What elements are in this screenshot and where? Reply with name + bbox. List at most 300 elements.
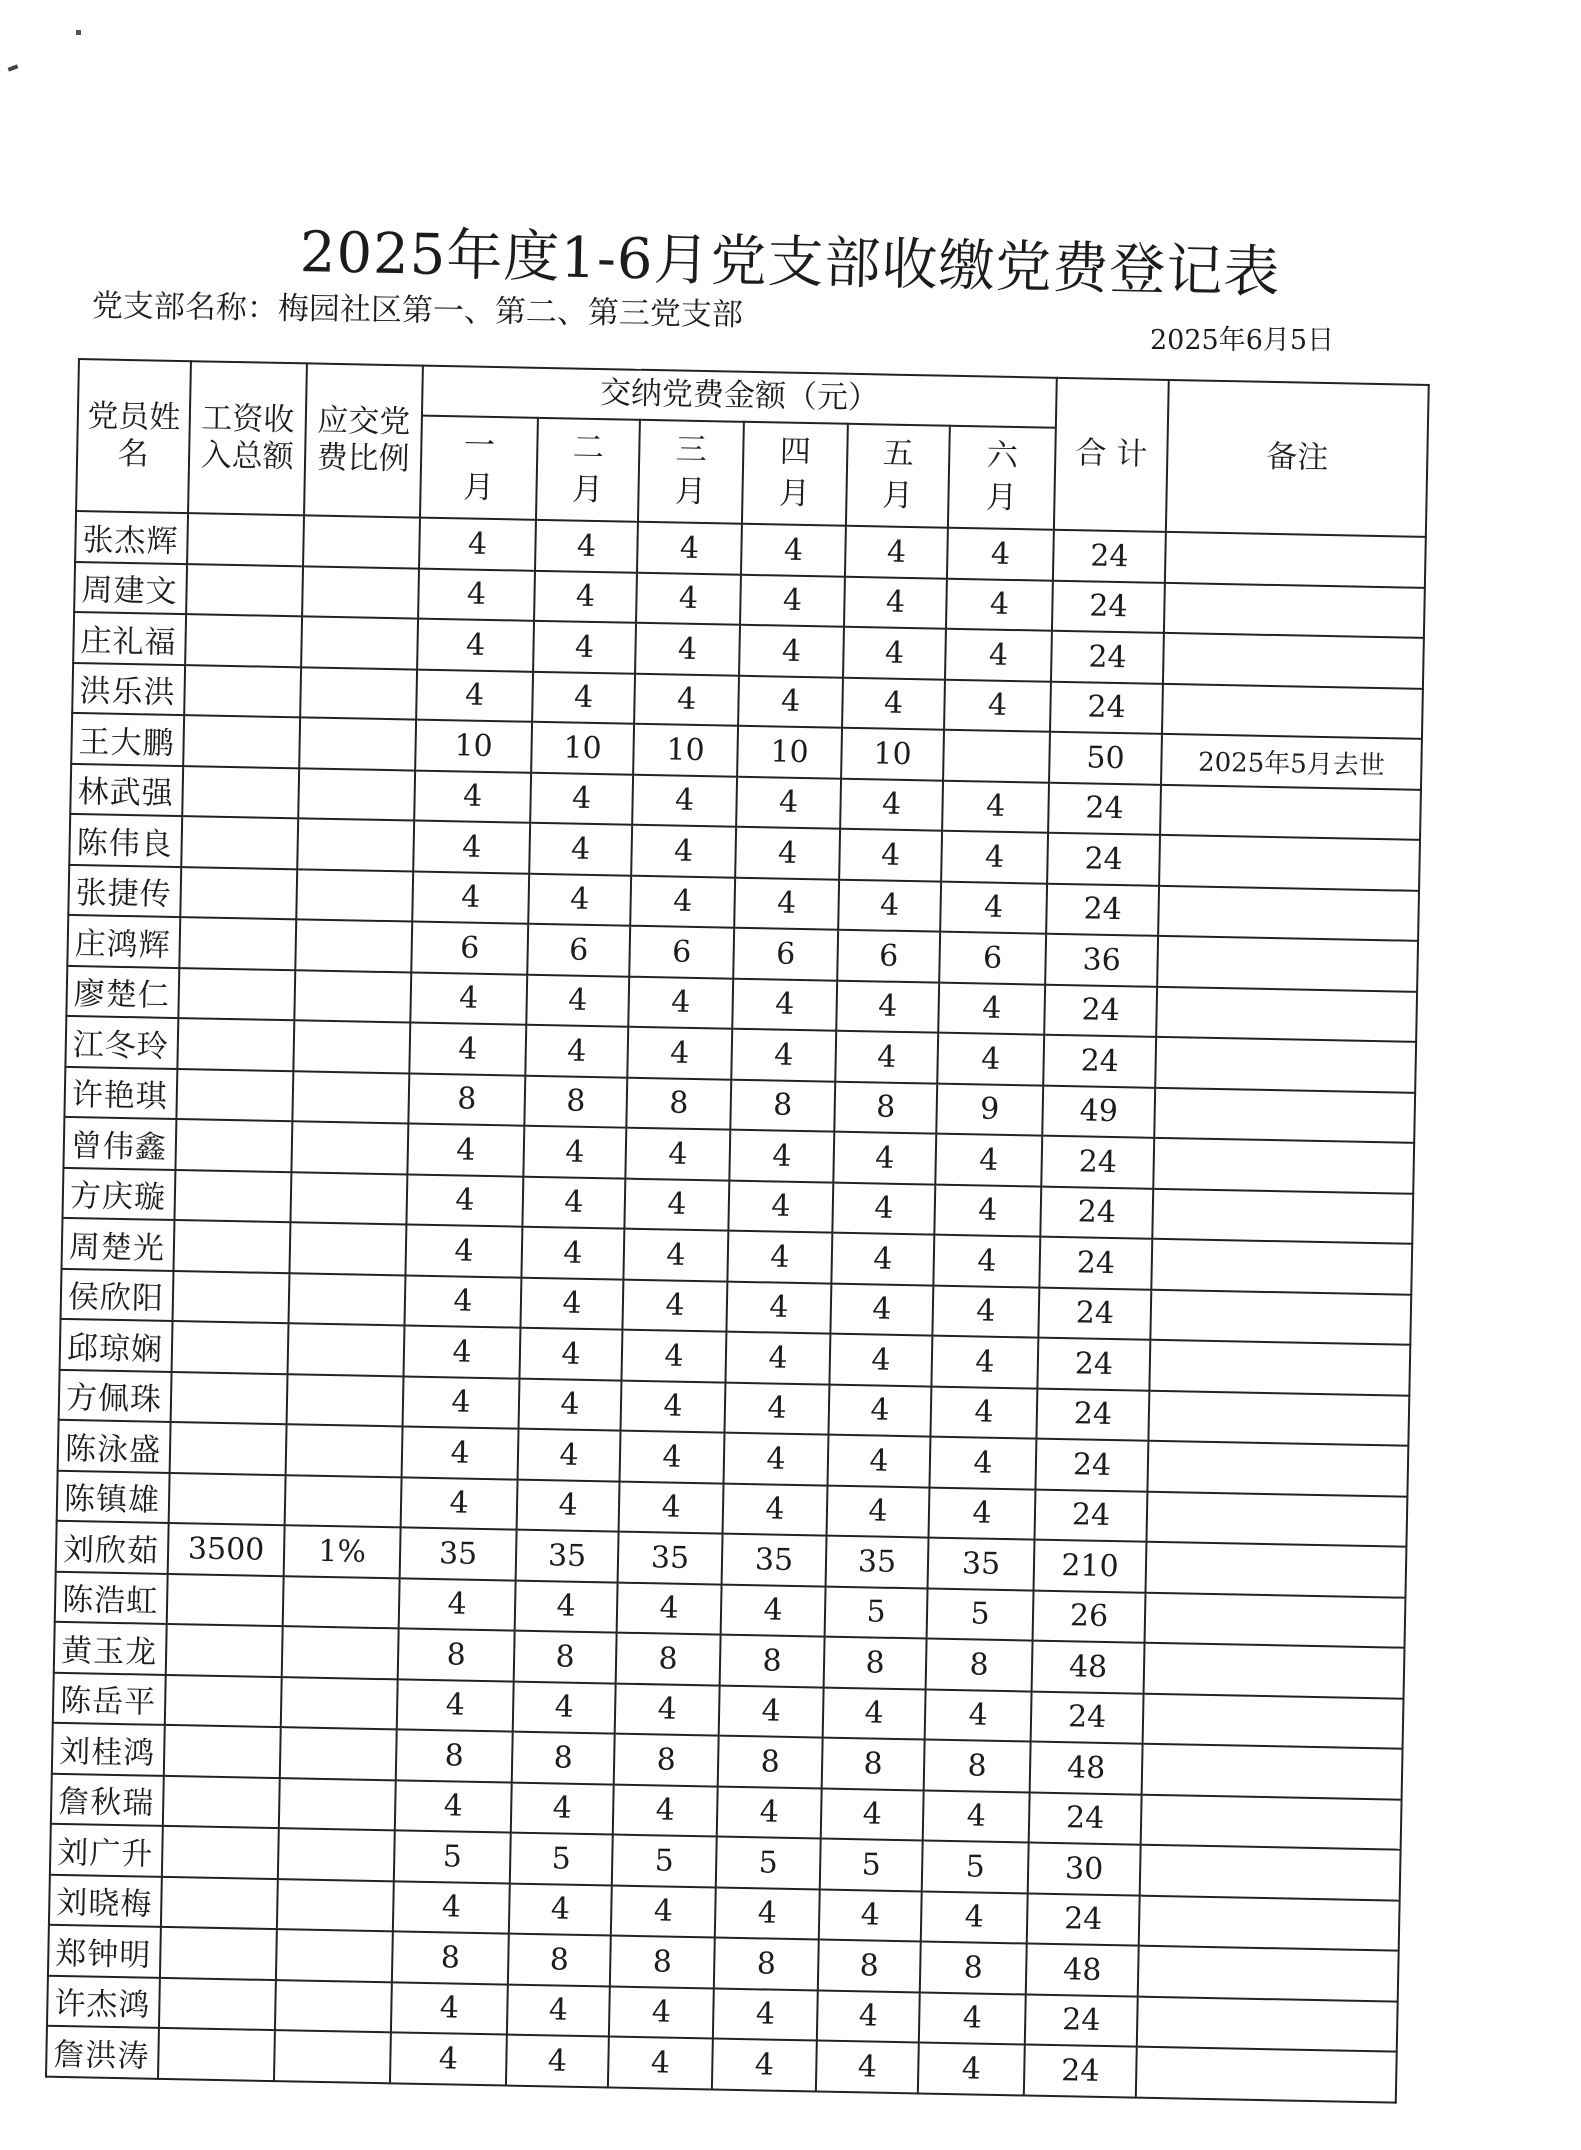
month-2-amount: 4 (534, 570, 637, 622)
income-cell (167, 1573, 284, 1626)
header-month-3 (638, 420, 744, 524)
month-4-amount: 4 (724, 1433, 829, 1485)
ratio-cell (285, 1475, 402, 1528)
month-6-amount (943, 730, 1050, 783)
month-5-amount: 8 (818, 1940, 921, 1992)
month-5-amount: 8 (824, 1637, 927, 1689)
ratio-cell (297, 818, 414, 871)
member-name: 侯欣阳 (61, 1268, 174, 1321)
total-amount: 24 (1046, 883, 1159, 936)
month-1-amount: 4 (412, 871, 529, 924)
member-name: 方庆璇 (62, 1167, 175, 1220)
month-3-amount: 4 (617, 1582, 722, 1634)
month-2-amount: 4 (525, 1025, 628, 1077)
note-cell (1153, 1138, 1414, 1193)
month-6-amount: 4 (942, 780, 1049, 833)
month-1-amount: 4 (409, 1023, 526, 1076)
month-5-amount: 4 (830, 1283, 933, 1335)
member-name: 江冬玲 (65, 1016, 178, 1069)
total-amount: 24 (1044, 984, 1157, 1037)
month-3-amount: 4 (615, 1683, 720, 1735)
month-5-amount: 10 (841, 728, 944, 780)
ratio-cell (294, 970, 411, 1023)
month-3-amount: 6 (629, 926, 734, 978)
month-5-amount: 4 (840, 778, 943, 830)
header-total: 合 计 (1054, 378, 1169, 532)
month-1-amount: 4 (416, 669, 533, 722)
member-name: 邱琼娴 (60, 1319, 173, 1372)
month-6-amount: 35 (928, 1538, 1035, 1591)
member-name: 黄玉龙 (54, 1622, 167, 1675)
note-cell (1152, 1188, 1413, 1243)
month-5-amount: 4 (817, 1990, 920, 2042)
month-4-amount: 4 (721, 1584, 826, 1636)
month-label: 二月 (571, 429, 605, 509)
month-5-amount: 4 (816, 2040, 919, 2092)
scan-speck (8, 64, 19, 71)
month-6-amount: 5 (927, 1588, 1034, 1641)
member-name: 庄鸿辉 (67, 915, 180, 968)
header-month-2 (536, 418, 640, 522)
month-2-amount: 4 (532, 671, 635, 723)
month-3-amount: 4 (637, 522, 742, 574)
month-4-amount: 10 (737, 726, 842, 778)
month-6-amount: 4 (944, 679, 1051, 732)
member-name: 庄礼福 (73, 612, 186, 665)
month-1-amount: 4 (390, 2032, 507, 2085)
month-3-amount: 4 (625, 1128, 730, 1180)
month-6-amount: 4 (937, 1033, 1044, 1086)
note-cell (1150, 1289, 1411, 1344)
total-amount: 30 (1028, 1843, 1141, 1896)
month-3-amount: 4 (621, 1330, 726, 1382)
month-5-amount: 4 (843, 627, 946, 679)
member-name: 张杰辉 (75, 511, 188, 564)
month-2-amount: 8 (512, 1732, 615, 1784)
month-4-amount: 4 (715, 1887, 820, 1939)
month-5-amount: 4 (821, 1788, 924, 1840)
month-2-amount: 6 (527, 924, 630, 976)
note-cell (1160, 784, 1421, 839)
month-5-amount: 4 (844, 576, 947, 628)
note-cell (1138, 1946, 1399, 2001)
month-1-amount: 6 (411, 922, 528, 975)
month-5-amount: 6 (837, 930, 940, 982)
month-2-amount: 4 (519, 1378, 622, 1430)
month-5-amount: 4 (828, 1435, 931, 1487)
total-amount: 24 (1035, 1489, 1148, 1542)
ratio-cell (301, 616, 418, 669)
header-month-6 (948, 426, 1056, 530)
month-1-amount: 4 (418, 568, 535, 621)
month-5-amount: 4 (823, 1687, 926, 1739)
income-cell (170, 1422, 287, 1475)
month-1-amount: 4 (405, 1224, 522, 1277)
total-amount: 24 (1031, 1691, 1144, 1744)
ratio-cell (290, 1172, 407, 1225)
income-cell: 3500 (168, 1523, 285, 1576)
month-1-amount: 4 (406, 1174, 523, 1227)
income-cell (159, 1977, 276, 2030)
month-1-amount: 4 (393, 1881, 510, 1934)
month-5-amount: 4 (842, 677, 945, 729)
note-cell (1163, 633, 1424, 688)
ratio-cell (286, 1424, 403, 1477)
ratio-cell (274, 2030, 391, 2083)
member-name: 詹秋瑞 (51, 1773, 164, 1826)
month-3-amount: 4 (621, 1380, 726, 1432)
income-cell (173, 1220, 290, 1273)
month-3-amount: 4 (613, 1784, 718, 1836)
total-amount: 24 (1036, 1388, 1149, 1441)
party-fee-table (45, 358, 1430, 2103)
total-amount: 24 (1025, 1994, 1138, 2047)
month-1-amount: 8 (398, 1628, 515, 1681)
month-4-amount: 4 (732, 978, 837, 1030)
month-4-amount: 4 (717, 1786, 822, 1838)
note-cell (1140, 1845, 1401, 1900)
month-2-amount: 8 (508, 1934, 611, 1986)
month-6-amount: 4 (929, 1437, 1036, 1490)
month-3-amount: 4 (635, 623, 740, 675)
income-cell (186, 564, 303, 617)
month-4-amount: 6 (733, 928, 838, 980)
member-name: 周楚光 (62, 1218, 175, 1271)
month-4-amount: 4 (740, 574, 845, 626)
note-cell (1158, 885, 1419, 940)
note-cell (1145, 1592, 1406, 1647)
month-3-amount: 8 (616, 1633, 721, 1685)
month-5-amount: 4 (833, 1132, 936, 1184)
month-5-amount: 4 (827, 1485, 930, 1537)
month-2-amount: 4 (535, 520, 638, 572)
note-cell (1155, 1037, 1416, 1092)
month-4-amount: 4 (719, 1685, 824, 1737)
month-4-amount: 8 (718, 1736, 823, 1788)
month-5-amount: 4 (839, 829, 942, 881)
month-6-amount: 4 (934, 1184, 1041, 1237)
month-6-amount: 5 (922, 1840, 1029, 1893)
note-cell (1165, 532, 1426, 587)
month-4-amount: 4 (726, 1281, 831, 1333)
total-amount: 24 (1051, 631, 1164, 684)
income-cell (177, 1018, 294, 1071)
scan-speck (76, 30, 81, 35)
month-4-amount: 4 (738, 675, 843, 727)
note-cell (1151, 1239, 1412, 1294)
income-cell (164, 1725, 281, 1778)
header-amount-group: 交纳党费金额（元） (422, 366, 1057, 428)
month-4-amount: 4 (741, 524, 846, 576)
total-amount: 24 (1047, 833, 1160, 886)
month-2-amount: 4 (506, 2035, 609, 2087)
member-name: 刘晓梅 (49, 1874, 162, 1927)
income-cell (160, 1927, 277, 1980)
month-5-amount: 4 (835, 1031, 938, 1083)
member-name: 王大鹏 (71, 713, 184, 766)
total-amount: 24 (1024, 2044, 1137, 2097)
month-2-amount: 4 (515, 1580, 618, 1632)
ratio-cell (278, 1828, 395, 1881)
month-6-amount: 4 (935, 1134, 1042, 1187)
month-3-amount: 8 (626, 1077, 731, 1129)
month-2-amount: 4 (530, 772, 633, 824)
ratio-cell (280, 1727, 397, 1780)
income-cell (184, 665, 301, 718)
ratio-cell (283, 1576, 400, 1629)
month-6-amount: 8 (926, 1639, 1033, 1692)
month-2-amount: 4 (509, 1883, 612, 1935)
note-cell (1143, 1693, 1404, 1748)
total-amount: 49 (1042, 1085, 1155, 1138)
income-cell (162, 1826, 279, 1879)
fee-table-wrapper (45, 358, 1430, 2103)
month-1-amount: 4 (410, 972, 527, 1025)
month-1-amount: 4 (402, 1426, 519, 1479)
month-1-amount: 4 (404, 1325, 521, 1378)
total-amount: 24 (1037, 1338, 1150, 1391)
income-cell (171, 1371, 288, 1424)
month-5-amount: 4 (832, 1182, 935, 1234)
month-4-amount: 4 (734, 877, 839, 929)
ratio-cell (298, 768, 415, 821)
month-5-amount: 4 (819, 1889, 922, 1941)
note-cell (1154, 1087, 1415, 1142)
income-cell (165, 1674, 282, 1727)
month-5-amount: 4 (838, 879, 941, 931)
member-name: 林武强 (70, 763, 183, 816)
member-name: 曾伟鑫 (63, 1117, 176, 1170)
month-5-amount: 8 (834, 1081, 937, 1133)
month-6-amount: 4 (947, 528, 1054, 581)
income-cell (179, 917, 296, 970)
month-4-amount: 4 (728, 1180, 833, 1232)
month-1-amount: 8 (396, 1729, 513, 1782)
month-1-amount: 10 (415, 720, 532, 773)
ratio-cell (303, 515, 420, 568)
month-6-amount: 4 (925, 1689, 1032, 1742)
income-cell (161, 1876, 278, 1929)
month-3-amount: 8 (614, 1734, 719, 1786)
total-amount: 24 (1040, 1186, 1153, 1239)
total-amount: 48 (1026, 1944, 1139, 1997)
ratio-cell (293, 1020, 410, 1073)
month-5-amount: 4 (828, 1384, 931, 1436)
income-cell (163, 1775, 280, 1828)
month-4-amount: 8 (720, 1635, 825, 1687)
month-3-amount: 4 (632, 774, 737, 826)
month-3-amount: 4 (619, 1481, 724, 1533)
ratio-cell (300, 667, 417, 720)
ratio-cell (289, 1273, 406, 1326)
month-4-amount: 4 (727, 1231, 832, 1283)
month-2-amount: 35 (516, 1530, 619, 1582)
total-amount: 26 (1033, 1590, 1146, 1643)
header-income: 工资收入总额 (188, 361, 307, 515)
ratio-cell (302, 566, 419, 619)
month-3-amount: 4 (611, 1885, 716, 1937)
month-3-amount: 4 (609, 1986, 714, 2038)
income-cell (169, 1472, 286, 1525)
note-cell (1157, 936, 1418, 991)
month-3-amount: 35 (618, 1532, 723, 1584)
header-month-5 (846, 424, 950, 528)
month-1-amount: 4 (404, 1275, 521, 1328)
note-cell (1156, 986, 1417, 1041)
month-3-amount: 4 (622, 1279, 727, 1331)
month-4-amount: 5 (716, 1837, 821, 1889)
month-3-amount: 4 (636, 572, 741, 624)
total-amount: 24 (1029, 1792, 1142, 1845)
month-2-amount: 4 (522, 1176, 625, 1228)
ratio-cell (288, 1323, 405, 1376)
month-5-amount: 5 (820, 1839, 923, 1891)
member-name: 郑钟明 (48, 1925, 161, 1978)
month-label: 五月 (881, 435, 915, 515)
member-name: 詹洪涛 (46, 2026, 159, 2079)
member-name: 周建文 (74, 561, 187, 614)
month-5-amount: 8 (822, 1738, 925, 1790)
month-1-amount: 8 (408, 1073, 525, 1126)
month-1-amount: 4 (403, 1376, 520, 1429)
month-4-amount: 35 (722, 1534, 827, 1586)
income-cell (158, 2028, 275, 2081)
note-cell (1162, 683, 1423, 738)
month-2-amount: 4 (519, 1328, 622, 1380)
income-cell (175, 1119, 292, 1172)
month-3-amount: 4 (634, 673, 739, 725)
month-1-amount: 4 (407, 1123, 524, 1176)
member-name: 刘桂鸿 (52, 1723, 165, 1776)
ratio-cell (295, 919, 412, 972)
income-cell (173, 1271, 290, 1324)
note-cell (1139, 1895, 1400, 1950)
income-cell (174, 1170, 291, 1223)
ratio-cell (276, 1929, 393, 1982)
month-6-amount: 4 (941, 831, 1048, 884)
month-1-amount: 4 (395, 1780, 512, 1833)
member-name: 陈岳平 (53, 1672, 166, 1725)
ratio-cell (289, 1222, 406, 1275)
month-3-amount: 4 (630, 875, 735, 927)
member-name: 廖楚仁 (66, 965, 179, 1018)
fee-table-body (46, 511, 1426, 2102)
month-1-amount: 4 (413, 821, 530, 874)
month-2-amount: 4 (528, 873, 631, 925)
total-amount: 24 (1041, 1136, 1154, 1189)
income-cell (176, 1069, 293, 1122)
month-5-amount: 4 (836, 980, 939, 1032)
month-2-amount: 4 (520, 1277, 623, 1329)
total-amount: 24 (1052, 580, 1165, 633)
document-date: 2025年6月5日 (1150, 325, 1335, 356)
month-6-amount: 4 (946, 578, 1053, 631)
note-cell (1141, 1794, 1402, 1849)
month-2-amount: 4 (521, 1227, 624, 1279)
month-5-amount: 35 (826, 1536, 929, 1588)
member-name: 张捷传 (68, 864, 181, 917)
income-cell (180, 867, 297, 920)
month-4-amount: 4 (725, 1332, 830, 1384)
month-2-amount: 4 (517, 1479, 620, 1531)
document-title: 2025年度1-6月党支部收缴党费登记表 (299, 220, 1282, 306)
ratio-cell (275, 1980, 392, 2033)
month-1-amount: 4 (397, 1679, 514, 1732)
note-cell (1149, 1340, 1410, 1395)
income-cell (182, 766, 299, 819)
month-1-amount: 4 (419, 518, 536, 571)
month-2-amount: 4 (507, 1984, 610, 2036)
note-cell (1146, 1542, 1407, 1597)
month-3-amount: 4 (623, 1229, 728, 1281)
month-3-amount: 4 (620, 1431, 725, 1483)
ratio-cell (287, 1374, 404, 1427)
month-4-amount: 8 (714, 1938, 819, 1990)
month-1-amount: 4 (401, 1477, 518, 1530)
month-6-amount: 6 (939, 932, 1046, 985)
month-2-amount: 4 (513, 1681, 616, 1733)
member-name: 许艳琪 (64, 1066, 177, 1119)
month-6-amount: 4 (938, 982, 1045, 1035)
income-cell (172, 1321, 289, 1374)
month-2-amount: 4 (511, 1782, 614, 1834)
note-cell (1147, 1491, 1408, 1546)
month-6-amount: 4 (921, 1891, 1028, 1944)
ratio-cell (296, 869, 413, 922)
month-6-amount: 8 (924, 1740, 1031, 1793)
ratio-cell (281, 1677, 398, 1730)
income-cell (187, 513, 304, 566)
total-amount: 24 (1039, 1237, 1152, 1290)
month-6-amount: 4 (923, 1790, 1030, 1843)
ratio-cell (277, 1879, 394, 1932)
header-month-1 (420, 416, 538, 520)
income-cell (183, 715, 300, 768)
month-label: 一月 (462, 427, 496, 507)
total-amount: 210 (1034, 1540, 1147, 1593)
member-name: 方佩珠 (59, 1369, 172, 1422)
month-1-amount: 4 (391, 1982, 508, 2035)
month-1-amount: 8 (392, 1931, 509, 1984)
month-6-amount: 4 (919, 1992, 1026, 2045)
ratio-cell (292, 1071, 409, 1124)
month-3-amount: 4 (628, 976, 733, 1028)
month-4-amount: 4 (723, 1483, 828, 1535)
month-2-amount: 4 (529, 823, 632, 875)
total-amount: 48 (1032, 1641, 1145, 1694)
month-label: 六月 (985, 437, 1019, 517)
total-amount: 24 (1048, 782, 1161, 835)
month-2-amount: 4 (523, 1126, 626, 1178)
month-1-amount: 4 (417, 619, 534, 672)
note-cell (1136, 2047, 1397, 2102)
month-5-amount: 4 (831, 1233, 934, 1285)
month-6-amount: 4 (930, 1386, 1037, 1439)
ratio-cell (299, 717, 416, 770)
month-label: 三月 (674, 431, 708, 511)
note-cell (1147, 1441, 1408, 1496)
month-3-amount: 10 (633, 724, 738, 776)
member-name: 洪乐洪 (72, 662, 185, 715)
member-name: 陈伟良 (69, 814, 182, 867)
ratio-cell: 1% (284, 1525, 401, 1578)
month-3-amount: 4 (624, 1178, 729, 1230)
member-name: 陈浩虹 (55, 1571, 168, 1624)
ratio-cell (291, 1121, 408, 1174)
month-label: 四月 (778, 433, 812, 513)
month-3-amount: 4 (627, 1027, 732, 1079)
note-cell (1144, 1643, 1405, 1698)
